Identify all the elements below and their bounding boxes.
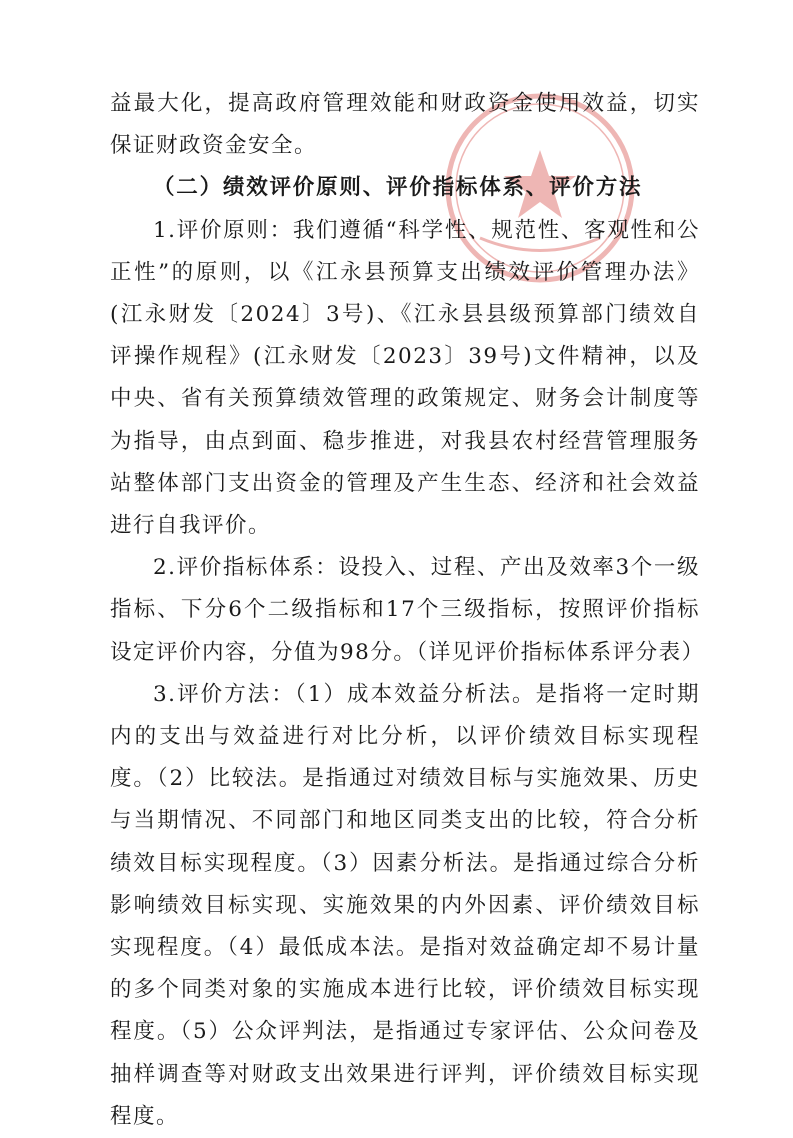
paragraph-indicator-system: 2.评价指标体系：设投入、过程、产出及效率3个一级指标、下分6个二级指标和17个三级指标，按照评价指标设定评价内容，分值为98分。（详见评价指标体系评分表） bbox=[110, 555, 705, 665]
paragraph-evaluation-principles: 1.评价原则：我们遵循“科学性、规范性、客观性和公正性”的原则，以《江永县预算支出绩效评价管理办法》(江永财发〔2024〕3号)、《江永县县级预算部门绩效自评操作规程》(江永财发〔2023〕39号)文件精神，以及中央、省有关预算绩效管理的政策规定、财务会计制度等为指导，由点到面、稳步推进，对我县农村经营管理服务站整体部门支出资金的管理及产生生态、经济和社会效益进行自我评价。 bbox=[110, 217, 700, 539]
paragraph-evaluation-methods: 3.评价方法：（1）成本效益分析法。是指将一定时期内的支出与效益进行对比分析，以评价绩效目标实现程度。（2）比较法。是指通过对绩效目标与实施效果、历史与当期情况、不同部门和地区同类支出的比较，符合分析绩效目标实现程度。（3）因素分析法。是指通过综合分析影响绩效目标实现、实施效果的内外因素、评价绩效目标实现程度。（4）最低成本法。是指对效益确定却不易计量的多个同类对象的实施成本进行比较，评价绩效目标实现程度。（5）公众评判法，是指通过专家评估、公众问卷及抽样调查等对财政支出效果进行评判，评价绩效目标实现程度。 bbox=[110, 681, 700, 1129]
document-body bbox=[110, 83, 705, 1138]
paragraph-continuation: 益最大化，提高政府管理效能和财政资金使用效益，切实保证财政资金安全。 bbox=[110, 91, 700, 159]
section-heading: （二）绩效评价原则、评价指标体系、评价方法 bbox=[153, 175, 643, 201]
